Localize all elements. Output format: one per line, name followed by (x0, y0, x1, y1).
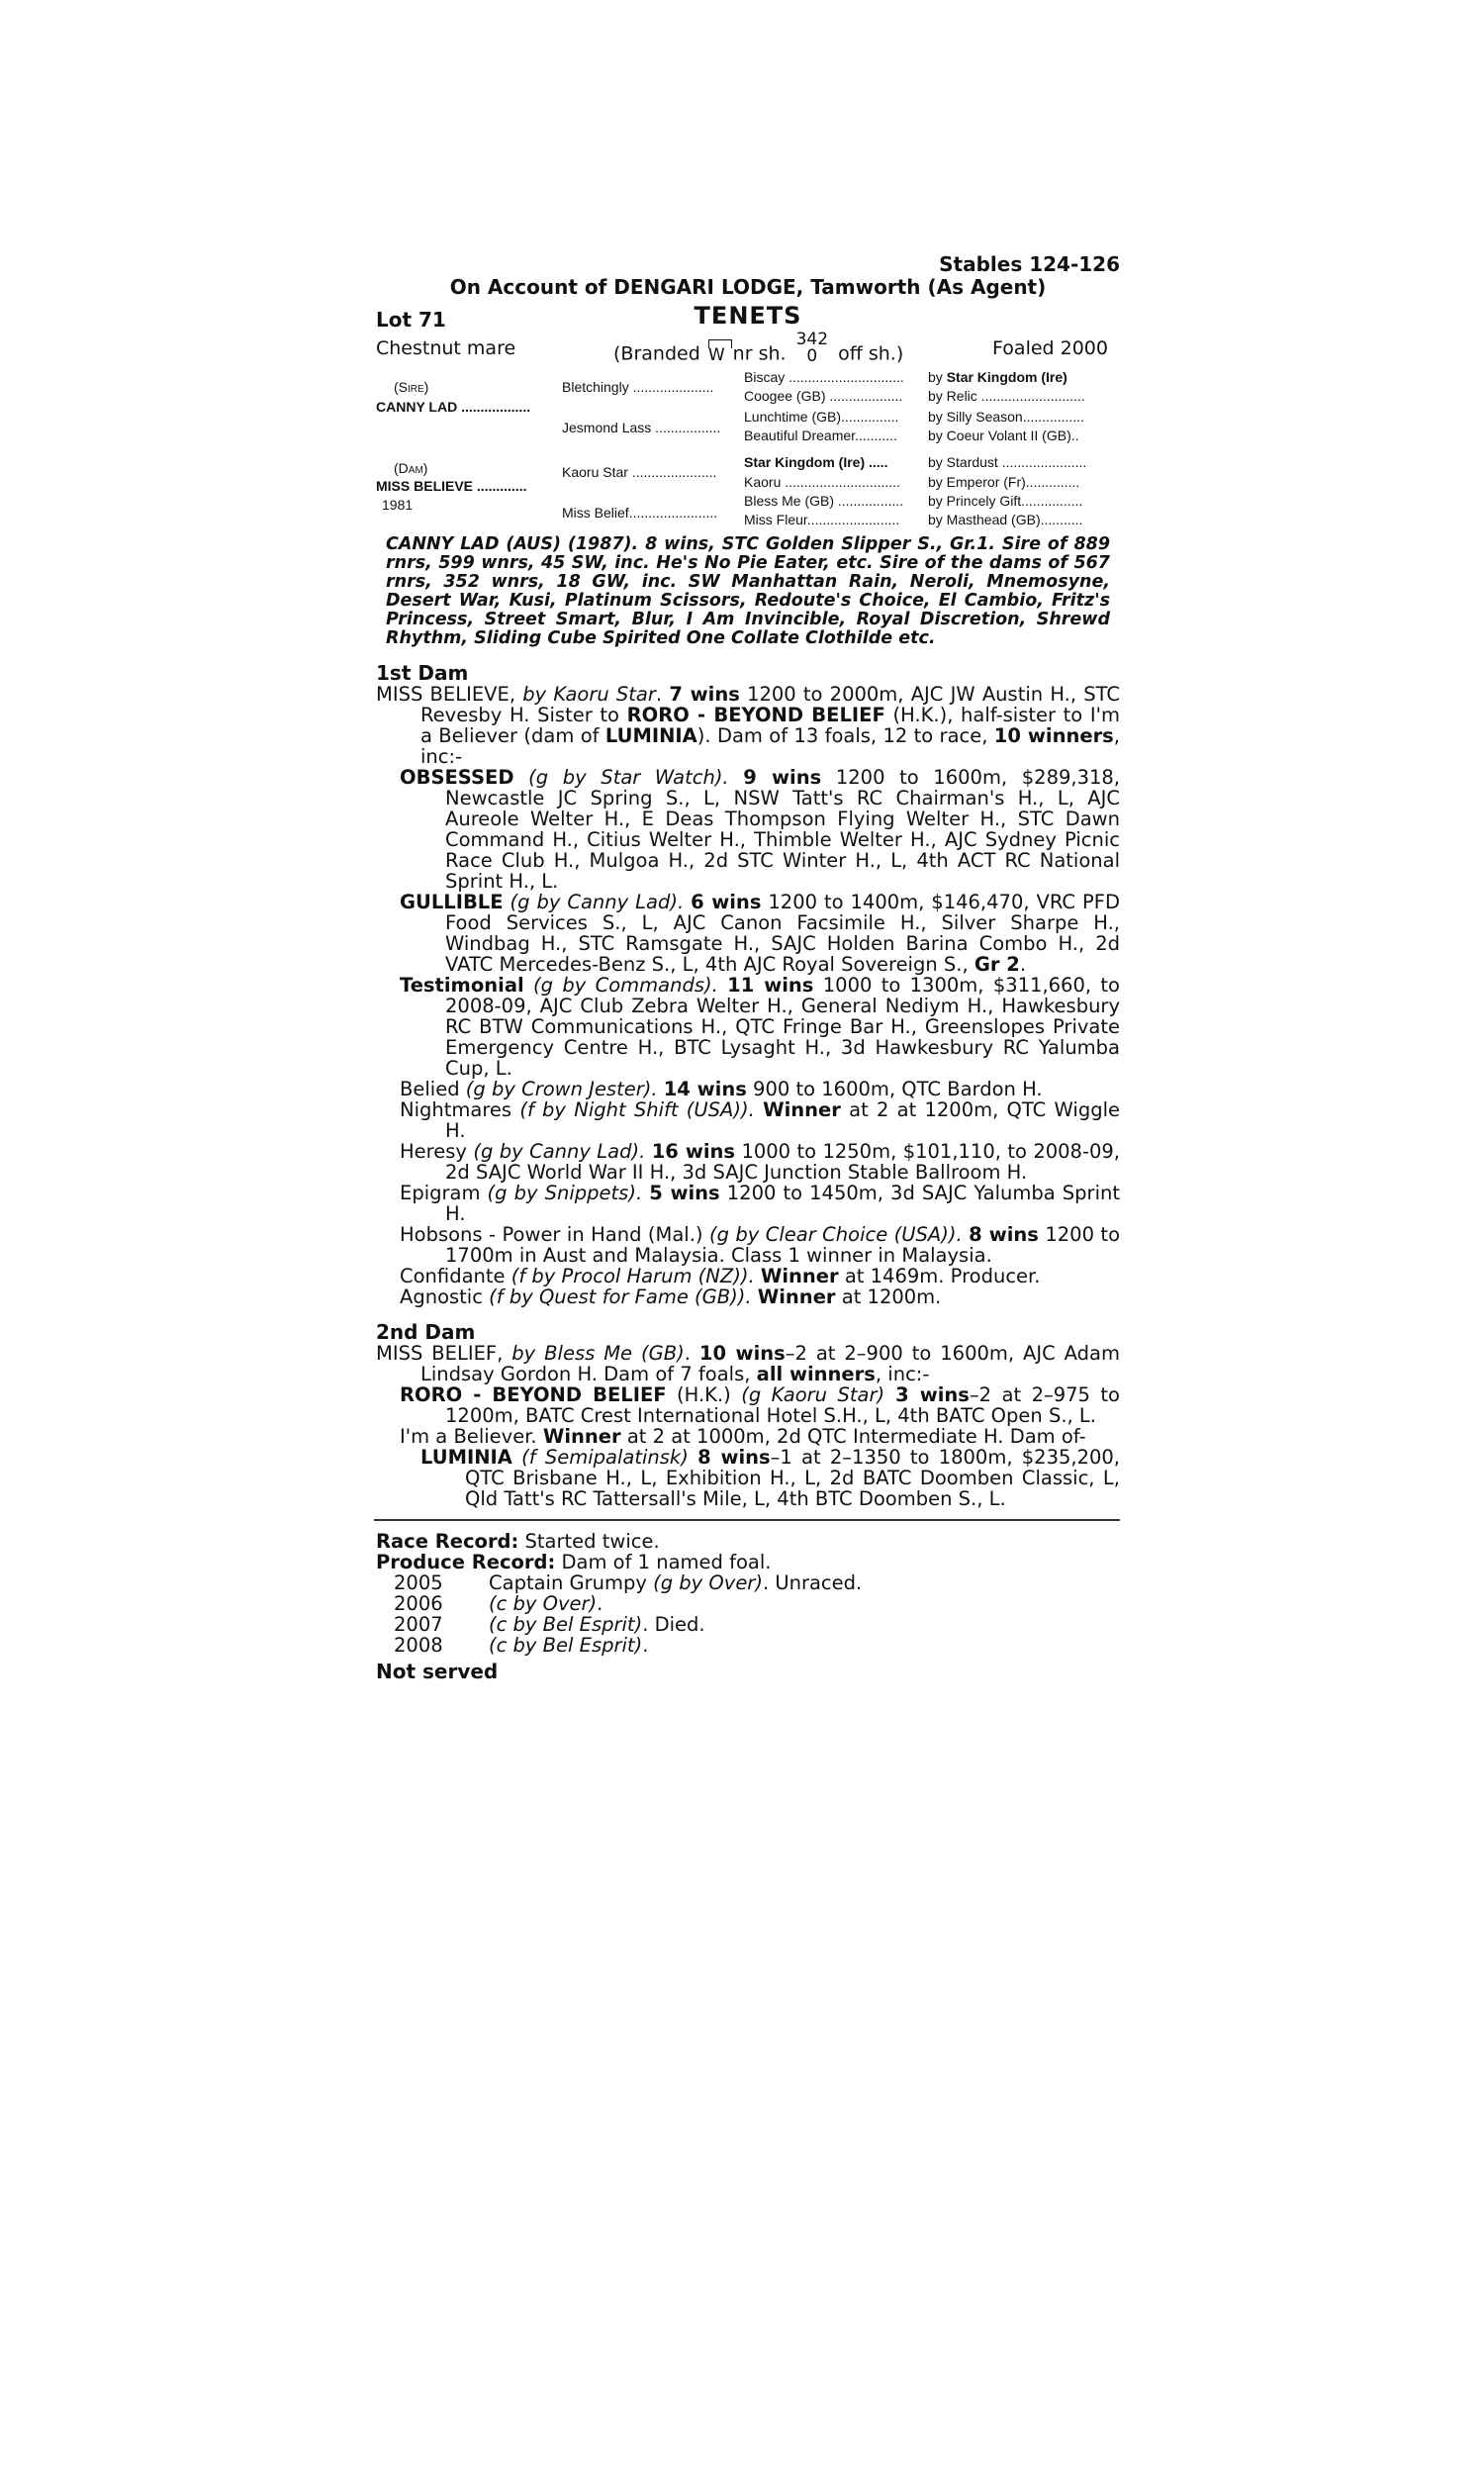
produce-foal: 2005 Captain Grumpy (g by Over). Unraced. (394, 1571, 863, 1594)
brand-crown-mark (708, 339, 732, 348)
ggp-5: Star Kingdom (Ire) ..... (744, 454, 888, 470)
dam-tag: (Dam) (394, 460, 428, 476)
produce-foal: 2008 (c by Bel Esprit). (394, 1634, 649, 1657)
foal-entry: OBSESSED (g by Star Watch). 9 wins 1200 to 1600m, $289,318, Newcastle JC Spring S., L, NSW Tatt's RC Chairman's H., L, AJC Aureole Welter H., E Deas Thompson Flying Welter H., STC Dawn Command H., Citius Welter H., Thimble Welter H., AJC Sydney Picnic Race Club H., Mulgoa H., 2d STC Winter H., L, 4th ACT RC National Sprint H., L. (400, 766, 1120, 893)
foal-entry: I'm a Believer. Winner at 2 at 1000m, 2d QTC Intermediate H. Dam of- (400, 1425, 1086, 1448)
foal-entry: Agnostic (f by Quest for Fame (GB)). Winner at 1200m. (400, 1285, 942, 1308)
brand-top: 342 (795, 330, 829, 349)
foal-entry: Belied (g by Crown Jester). 14 wins 900 to 1600m, QTC Bardon H. (400, 1078, 1043, 1100)
foal-entry: Nightmares (f by Night Shift (USA)). Winner at 2 at 1200m, QTC Wiggle H. (400, 1098, 1120, 1142)
foal-entry: Hobsons - Power in Hand (Mal.) (g by Clear Choice (USA)). 8 wins 1200 to 1700m in Aust and Malaysia. Class 1 winner in Malaysia. (400, 1223, 1121, 1267)
first-dam-intro: MISS BELIEVE, by Kaoru Star. 7 wins 1200 to 2000m, AJC JW Austin H., STC Revesby H. Sister to RORO - BEYOND BELIEF (H.K.), half-sister to I'm a Believer (dam of LUMINIA). Dam of 13 foals, 12 to race, 10 winners, inc:- (376, 683, 1121, 768)
grand-foal-entry: LUMINIA (f Semipalatinsk) 8 wins–1 at 2–1350 to 1800m, $235,200, QTC Brisbane H., L, Exhibition H., L, 2d BATC Doomben Classic, L, Qld Tatt's RC Tattersall's Mile, L, 4th BTC Doomben S., L. (420, 1446, 1121, 1510)
gggp-8: by Masthead (GB)........... (928, 512, 1083, 527)
stables-label: Stables 124-126 (939, 252, 1120, 276)
brand-char: W (707, 344, 725, 365)
brand-fraction (796, 332, 828, 365)
foal-entry: Epigram (g by Snippets). 5 wins 1200 to 1450m, 3d SAJC Yalumba Sprint H. (400, 1182, 1120, 1225)
dam-year: 1981 (382, 497, 414, 513)
divider (374, 1519, 1120, 1521)
brand-mid: nr sh. (732, 342, 787, 365)
status-note: Not served (376, 1660, 499, 1683)
gggp-1: by Star Kingdom (Ire) (928, 369, 1067, 385)
ggp-1: Biscay .............................. (744, 369, 904, 385)
foal-entry: Heresy (g by Canny Lad). 16 wins 1000 to 1250m, $101,110, to 2008-09, 2d SAJC World War II H., 3d SAJC Junction Stable Ballroom H. (400, 1140, 1120, 1184)
horse-name: TENETS (694, 302, 802, 330)
ggp-4: Beautiful Dreamer........... (744, 428, 897, 443)
brand-close: off sh.) (838, 342, 904, 365)
vendor-line: On Account of DENGARI LODGE, Tamworth (As Agent) (449, 275, 1047, 299)
pedigree-table (376, 369, 1120, 527)
second-dam-section (376, 1321, 1120, 1509)
brand-info (613, 330, 904, 371)
produce-foal: 2007 (c by Bel Esprit). Died. (394, 1613, 705, 1636)
second-dam-intro: MISS BELIEF, by Bless Me (GB). 10 wins–2 at 2–900 to 1600m, AJC Adam Lindsay Gordon H. Dam of 7 foals, all winners, inc:- (376, 1342, 1121, 1385)
gggp-6: by Emperor (Fr).............. (928, 474, 1080, 490)
sire-name: CANNY LAD .................. (376, 399, 531, 415)
race-record: Race Record: Started twice. (376, 1530, 660, 1553)
catalogue-page (376, 252, 1120, 1682)
produce-foal: 2006 (c by Over). (394, 1592, 603, 1615)
lot-row (376, 302, 1120, 332)
records-section (376, 1531, 1120, 1682)
first-dam-heading: 1st Dam (376, 661, 469, 685)
gggp-5: by Stardust ...................... (928, 454, 1087, 470)
brand-symbol (706, 345, 727, 365)
foal-entry: Confidante (f by Procol Harum (NZ)). Winner at 1469m. Producer. (400, 1265, 1041, 1287)
ggp-3: Lunchtime (GB)............... (744, 409, 899, 425)
foal-entry: RORO - BEYOND BELIEF (H.K.) (g Kaoru Star) 3 wins–2 at 2–975 to 1200m, BATC Crest International Hotel S.H., L, 4th BATC Open S., L. (400, 1383, 1120, 1427)
sex-colour: Chestnut mare (376, 337, 516, 359)
granddam-1: Jesmond Lass ................. (562, 420, 721, 435)
second-dam-heading: 2nd Dam (376, 1320, 476, 1344)
brand-open: (Branded (613, 342, 700, 365)
foaled-year: Foaled 2000 (992, 337, 1108, 359)
first-dam-section (376, 662, 1120, 1307)
brand-bottom: 0 (806, 346, 818, 366)
lot-number: Lot 71 (376, 308, 446, 332)
ggp-8: Miss Fleur........................ (744, 512, 900, 527)
dam-name: MISS BELIEVE ............. (376, 478, 527, 494)
grandsire-2: Kaoru Star ...................... (562, 464, 717, 480)
grandsire-1: Bletchingly ..................... (562, 379, 714, 395)
description-row (376, 332, 1120, 365)
gggp-2: by Relic ........................... (928, 388, 1085, 404)
sire-tag: (Sire) (394, 379, 429, 395)
gggp-1-bold: Star Kingdom (Ire) (946, 369, 1067, 385)
ggp-7: Bless Me (GB) ................. (744, 493, 904, 509)
produce-record: Produce Record: Dam of 1 named foal. (376, 1551, 772, 1573)
gggp-7: by Princely Gift................ (928, 493, 1083, 509)
granddam-2: Miss Belief....................... (562, 505, 718, 521)
foal-entry: GULLIBLE (g by Canny Lad). 6 wins 1200 to 1400m, $146,470, VRC PFD Food Services S., L, AJC Canon Facsimile H., Silver Sharpe H., Windbag H., STC Ramsgate H., SAJC Holden Barina Combo H., 2d VATC Mercedes-Benz S., L, 4th AJC Royal Sovereign S., Gr 2. (400, 891, 1120, 976)
ggp-6: Kaoru .............................. (744, 474, 900, 490)
gggp-4: by Coeur Volant II (GB).. (928, 428, 1079, 443)
ggp-2: Coogee (GB) ................... (744, 388, 903, 404)
foal-entry: Testimonial (g by Commands). 11 wins 1000 to 1300m, $311,660, to 2008-09, AJC Club Zebra Welter H., General Nediym H., Hawkesbury RC BTW Communications H., QTC Fringe Bar H., Greenslopes Private Emergency Centre H., BTC Lysaght H., 3d Hawkesbury RC Yalumba Cup, L. (400, 974, 1120, 1080)
sire-summary: CANNY LAD (AUS) (1987). 8 wins, STC Golden Slipper S., Gr.1. Sire of 889 rnrs, 599 wnrs, 45 SW, inc. He's No Pie Eater, etc. Sire of the dams of 567 rnrs, 352 wnrs, 18 GW, inc. SW Manhattan Rain, Neroli, Mnemosyne, Desert War, Kusi, Platinum Scissors, Redoute's Choice, El Cambio, Fritz's Princess, Street Smart, Blur, I Am Invincible, Royal Discretion, Shrewd Rhythm, Sliding Cube Spirited One Collate Clothilde etc. (386, 534, 1110, 648)
gggp-3: by Silly Season................ (928, 409, 1084, 425)
